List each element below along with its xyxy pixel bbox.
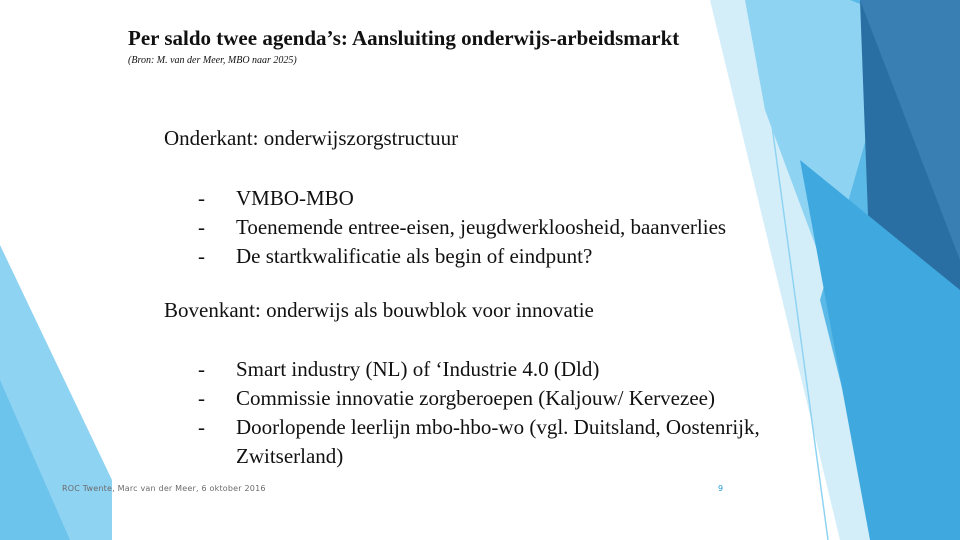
slide-title: Per saldo twee agenda’s: Aansluiting onderwijs-arbeidsmarkt [128,26,680,50]
bullet-text: De startkwalificatie als begin of eindpunt? [236,244,593,268]
section-heading-bovenkant: Bovenkant: onderwijs als bouwblok voor innovatie [164,298,594,322]
bullet-dash: - [198,215,205,239]
bullet-text: Smart industry (NL) of ‘Industrie 4.0 (Dld) [236,357,600,381]
bullet-text: Doorlopende leerlijn mbo-hbo-wo (vgl. Duitsland, Oostenrijk, Zwitserland) [236,415,760,468]
bullet-list-bovenkant [198,355,856,471]
bullet-list-onderkant [198,184,856,271]
slide-subtitle: (Bron: M. van der Meer, MBO naar 2025) [128,55,297,66]
list-item [198,355,856,384]
section-heading-onderkant: Onderkant: onderwijszorgstructuur [164,126,459,150]
list-item [198,184,856,213]
bullet-dash: - [198,186,205,210]
page-number: 9 [718,484,724,493]
bullet-dash: - [198,244,205,268]
list-item [198,242,856,271]
bullet-text: VMBO-MBO [236,186,354,210]
bullet-dash: - [198,386,205,410]
list-item [198,384,856,413]
bullet-text: Commissie innovatie zorgberoepen (Kaljouw/ Kervezee) [236,386,715,410]
bullet-dash: - [198,357,205,381]
list-item [198,413,856,471]
bullet-dash: - [198,415,205,439]
bullet-text: Toenemende entree-eisen, jeugdwerkloosheid, baanverlies [236,215,727,239]
list-item [198,213,856,242]
footer-text: ROC Twente, Marc van der Meer, 6 oktober 2016 [62,484,266,493]
